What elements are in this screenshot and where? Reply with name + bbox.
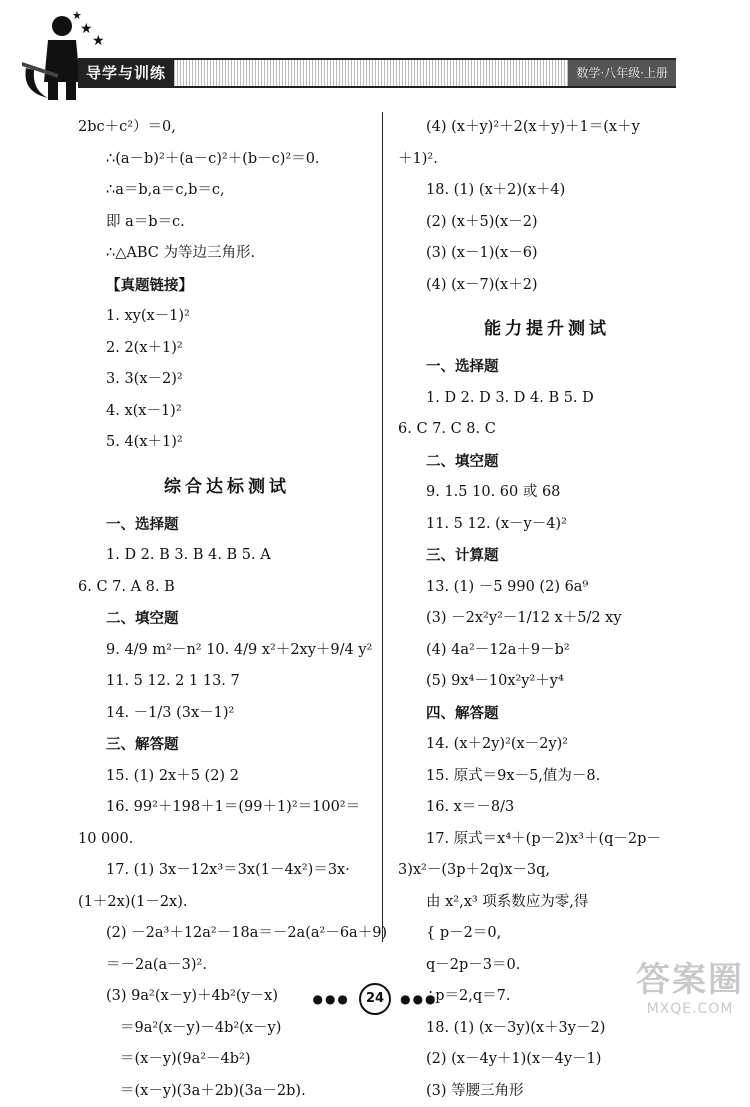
answer-line: (5) 9x⁴－10x²y²＋y⁴ xyxy=(398,666,696,698)
section-heading: 三、计算题 xyxy=(398,540,696,572)
footer-dots-right: ●●● xyxy=(400,992,437,1006)
answer-line: (3) －2x²y²－1/12 x＋5/2 xy xyxy=(398,603,696,635)
left-column xyxy=(78,112,376,1107)
answer-line: 17. 原式＝x⁴＋(p－2)x³＋(q－2p－ xyxy=(398,824,696,856)
answer-line: (1＋2x)(1－2x). xyxy=(78,887,376,919)
answer-line: ∴(a－b)²＋(a－c)²＋(b－c)²＝0. xyxy=(78,144,376,176)
section-heading: 四、解答题 xyxy=(398,698,696,730)
answer-line: (4) (x＋y)²＋2(x＋y)＋1＝(x＋y xyxy=(398,112,696,144)
answer-line: ∴p＝2,q＝7. xyxy=(398,981,696,1013)
answer-line: 15. (1) 2x＋5 (2) 2 xyxy=(78,761,376,793)
answer-line: ＝－2a(a－3)². xyxy=(78,950,376,982)
answer-line: 2bc＋c²）＝0, xyxy=(78,112,376,144)
watermark xyxy=(636,952,744,1017)
answer-line: { p－2＝0, xyxy=(398,918,696,950)
star-icon: ★ xyxy=(92,34,105,48)
watermark-url: MXQE.COM xyxy=(636,1001,744,1017)
book-title: 导学与训练 xyxy=(78,60,174,86)
answer-line: 18. (1) (x＋2)(x＋4) xyxy=(398,175,696,207)
answer-line: 16. x＝－8/3 xyxy=(398,792,696,824)
answer-line: 14. －1/3 (3x－1)² xyxy=(78,698,376,730)
header-banner xyxy=(78,58,676,88)
book-subtitle: 数学·八年级·上册 xyxy=(568,60,676,86)
star-icon: ★ xyxy=(72,10,82,21)
section-heading: 一、选择题 xyxy=(78,509,376,541)
answer-line: 17. (1) 3x－12x³＝3x(1－4x²)＝3x· xyxy=(78,855,376,887)
answer-line: 15. 原式＝9x－5,值为－8. xyxy=(398,761,696,793)
answer-line: q－2p－3＝0. xyxy=(398,950,696,982)
section-heading: 三、解答题 xyxy=(78,729,376,761)
answer-line: 6. C 7. C 8. C xyxy=(398,414,696,446)
answer-line: 16. 99²＋198＋1＝(99＋1)²＝100²＝ xyxy=(78,792,376,824)
section-title: 能力提升测试 xyxy=(398,301,696,351)
star-icon: ★ xyxy=(80,22,93,36)
answer-line: 3)x²－(3p＋2q)x－3q, xyxy=(398,855,696,887)
answer-line: 3. 3(x－2)² xyxy=(78,364,376,396)
answer-line: 10 000. xyxy=(78,824,376,856)
answer-line: (4) (x－7)(x＋2) xyxy=(398,270,696,302)
answer-line: (3) 等腰三角形 xyxy=(398,1076,696,1107)
answer-line: ＝(x－y)(3a＋2b)(3a－2b). xyxy=(78,1076,376,1107)
watermark-logo: 答案圈 xyxy=(636,952,744,1001)
answer-line: 11. 5 12. 2 1 13. 7 xyxy=(78,666,376,698)
answer-line: 18. (1) (x－3y)(x＋3y－2) xyxy=(398,1013,696,1045)
answer-line: ＋1)². xyxy=(398,144,696,176)
answer-line: (2) (x＋5)(x－2) xyxy=(398,207,696,239)
answer-line: 6. C 7. A 8. B xyxy=(78,572,376,604)
answer-line: (3) (x－1)(x－6) xyxy=(398,238,696,270)
answer-line: (4) 4a²－12a＋9－b² xyxy=(398,635,696,667)
page-number: 24 xyxy=(359,983,391,1015)
section-heading: 【真题链接】 xyxy=(78,270,376,302)
answer-line: 即 a＝b＝c. xyxy=(78,207,376,239)
footer-dots-left: ●●● xyxy=(312,992,349,1006)
answer-line: 9. 4/9 m²－n² 10. 4/9 x²＋2xy＋9/4 y² xyxy=(78,635,376,667)
page-header xyxy=(0,0,750,110)
answer-line: 11. 5 12. (x－y－4)² xyxy=(398,509,696,541)
answer-line: (2) －2a³＋12a²－18a＝－2a(a²－6a＋9) xyxy=(78,918,376,950)
answer-line: ＝9a²(x－y)－4b²(x－y) xyxy=(78,1013,376,1045)
answer-line: (2) (x－4y＋1)(x－4y－1) xyxy=(398,1044,696,1076)
column-divider xyxy=(382,112,383,942)
answer-line: 4. x(x－1)² xyxy=(78,396,376,428)
section-heading: 二、填空题 xyxy=(398,446,696,478)
answer-line: ＝(x－y)(9a²－4b²) xyxy=(78,1044,376,1076)
answer-line: 14. (x＋2y)²(x－2y)² xyxy=(398,729,696,761)
answer-line: 1. xy(x－1)² xyxy=(78,301,376,333)
section-heading: 一、选择题 xyxy=(398,351,696,383)
answer-line: 2. 2(x＋1)² xyxy=(78,333,376,365)
answer-line: 由 x²,x³ 项系数应为零,得 xyxy=(398,887,696,919)
answer-line: 1. D 2. B 3. B 4. B 5. A xyxy=(78,540,376,572)
answer-line: 13. (1) －5 990 (2) 6a⁹ xyxy=(398,572,696,604)
answer-line: 1. D 2. D 3. D 4. B 5. D xyxy=(398,383,696,415)
answer-line: ∴△ABC 为等边三角形. xyxy=(78,238,376,270)
answer-line: 9. 1.5 10. 60 或 68 xyxy=(398,477,696,509)
answer-line: ∴a＝b,a＝c,b＝c, xyxy=(78,175,376,207)
answer-line: (3) 9a²(x－y)＋4b²(y－x) xyxy=(78,981,376,1013)
section-title: 综合达标测试 xyxy=(78,459,376,509)
section-heading: 二、填空题 xyxy=(78,603,376,635)
answer-line: 5. 4(x＋1)² xyxy=(78,427,376,459)
